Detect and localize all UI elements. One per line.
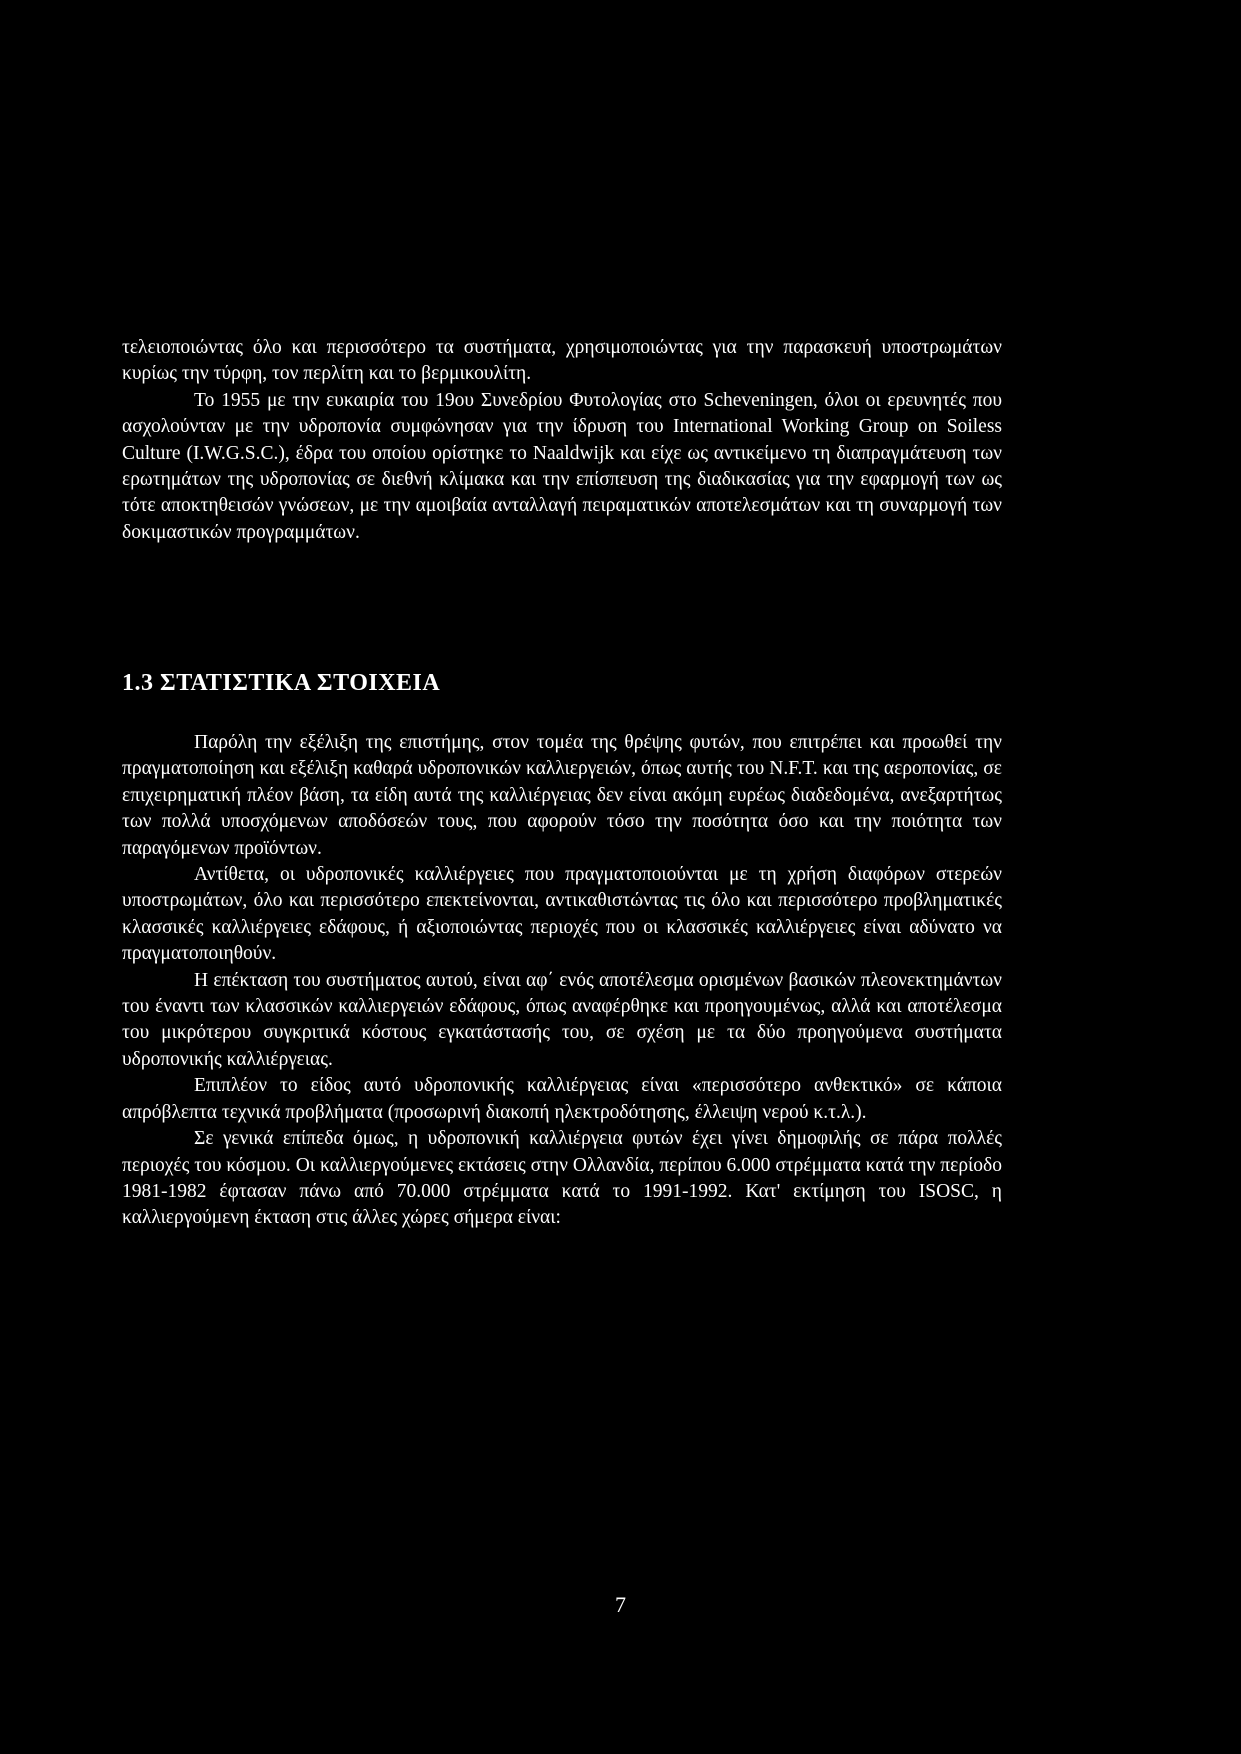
section-heading: 1.3 ΣΤΑΤΙΣΤΙΚΑ ΣΤΟΙΧΕΙΑ (122, 670, 441, 696)
intro-1955-paragraph: Το 1955 με την ευκαιρία του 19ου Συνεδρίου Φυτολογίας στο Scheveningen, όλοι οι ερευνητές που ασχολούνταν με την υδροπονία συμφώνησαν για την ίδρυση του International Working Group on Soiless Culture (I.W.G.S.C.), έδρα του οποίου ορίστηκε το Naaldwijk και είχε ως αντικείμενο τη διαπραγμάτευση των ερωτημάτων της υδροπονίας σε διεθνή κλίμακα και την επίσπευση της διαδικασίας για την εφαρμογή των ως τότε αποκτηθεισών γνώσεων, με την αμοιβαία ανταλλαγή πειραματικών αποτελεσμάτων και τη συναρμογή των δοκιμαστικών προγραμμάτων. (122, 389, 1002, 543)
section-paragraph-3: Η επέκταση του συστήματος αυτού, είναι αφ΄ ενός αποτέλεσμα ορισμένων βασικών πλεονεκτημάντων του έναντι των κλασσικών καλλιεργειών εδάφους, όπως αναφέρθηκε και προηγουμένως, αλλά και αποτέλεσμα του μικρότερου συγκριτικά κόστους εγκατάστασής του, σε σχέση με τα δύο προηγούμενα συστήματα υδροπονικής καλλιέργειας. (122, 969, 1002, 1070)
page-number: 7 (615, 1592, 626, 1617)
section-paragraph-2: Αντίθετα, οι υδροπονικές καλλιέργειες που πραγματοποιούνται με τη χρήση διαφόρων στερεών υποστρωμάτων, όλο και περισσότερο επεκτείνονται, αντικαθιστώντας τις όλο και περισσότερο προβληματικές κλασσικές καλλιέργειες εδάφους, ή αξιοποιώντας περιοχές που οι κλασσικές καλλιέργειες είναι αδύνατο να πραγματοποιηθούν. (122, 864, 1002, 965)
section-paragraph-5: Σε γενικά επίπεδα όμως, η υδροπονική καλλιέργεια φυτών έχει γίνει δημοφιλής σε πάρα πολλές περιοχές του κόσμου. Οι καλλιεργούμενες εκτάσεις στην Ολλανδία, περίπου 6.000 στρέμματα κατά την περίοδο 1981-1982 έφτασαν πάνω από 70.000 στρέμματα κατά το 1991-1992. Κατ' εκτίμηση του ISOSC, η καλλιεργούμενη έκταση στις άλλες χώρες σήμερα είναι: (122, 1128, 1002, 1229)
section-paragraph-1: Παρόλη την εξέλιξη της επιστήμης, στον τομέα της θρέψης φυτών, που επιτρέπει και προωθεί την πραγματοποίηση και εξέλιξη καθαρά υδροπονικών καλλιεργειών, όπως αυτής του N.F.T. και της αεροπονίας, σε επιχειρηματική πλέον βάση, τα είδη αυτά της καλλιέργειας δεν είναι ακόμη ευρέως διαδεδομένα, ανεξαρτήτως των πολλά υποσχόμενων αποδόσεών τους, που αφορούν τόσο την ποσότητα όσο και την ποιότητα των παραγόμενων προϊόντων. (122, 732, 1002, 859)
section-paragraph-4: Επιπλέον το είδος αυτό υδροπονικής καλλιέργειας είναι «περισσότερο ανθεκτικό» σε κάποια απρόβλεπτα τεχνικά προβλήματα (προσωρινή διακοπή ηλεκτροδότησης, έλλειψη νερού κ.τ.λ.). (122, 1075, 1002, 1123)
intro-text (122, 335, 1002, 546)
section-body (122, 730, 1002, 1232)
intro-continuation-paragraph: τελειοποιώντας όλο και περισσότερο τα συστήματα, χρησιμοποιώντας για την παρασκευή υποστρωμάτων κυρίως την τύρφη, τον περλίτη και το βερμικουλίτη. (122, 337, 1002, 385)
